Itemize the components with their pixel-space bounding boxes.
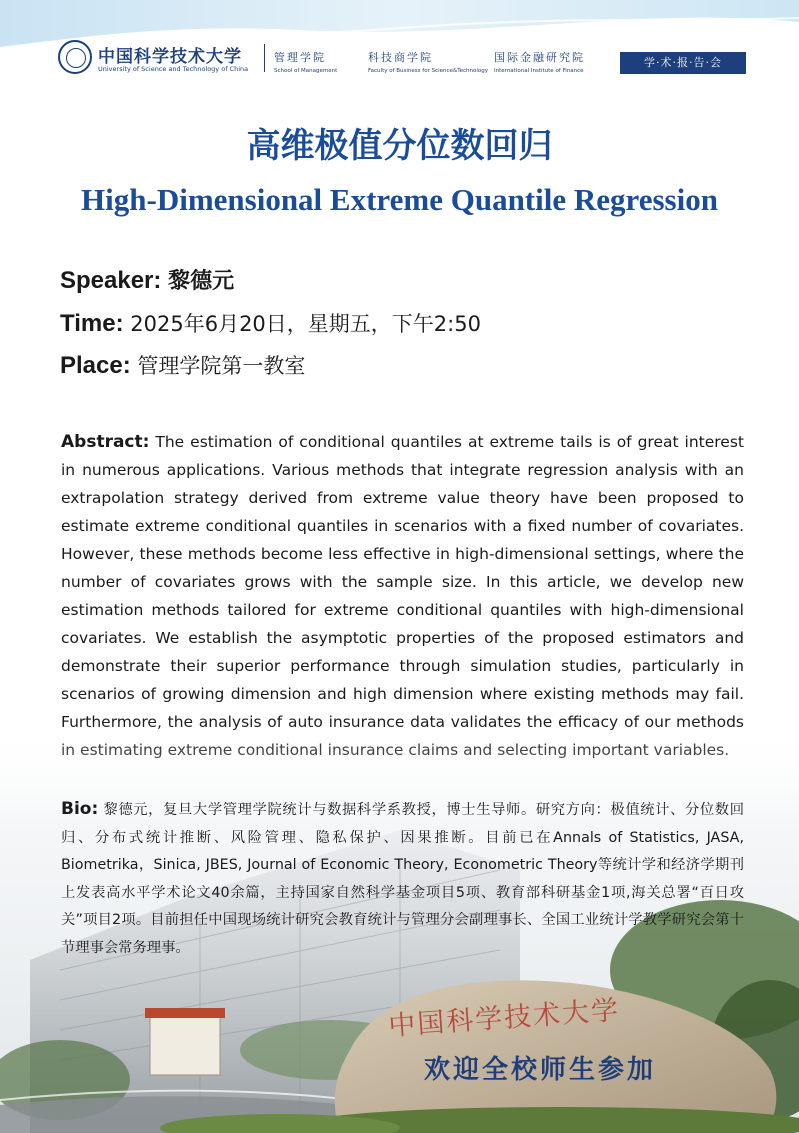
university-name-en: University of Science and Technology of China xyxy=(98,65,249,73)
speaker-line xyxy=(60,264,234,295)
speaker-name: 黎德元 xyxy=(168,269,235,294)
speaker-label: Speaker: xyxy=(60,267,162,294)
org-school-of-management xyxy=(274,49,337,74)
time-label: Time: xyxy=(60,310,124,337)
org-name-cn: 管理学院 xyxy=(274,51,326,64)
org-name-en: International Institute of Finance xyxy=(494,68,584,74)
place-line xyxy=(60,350,305,380)
abstract-paragraph xyxy=(61,428,744,764)
title-english: High-Dimensional Extreme Quantile Regression xyxy=(81,182,718,217)
bio-paragraph xyxy=(61,796,744,962)
bio-text: 黎德元，复旦大学管理学院统计与数据科学系教授，博士生导师。研究方向：极值统计、分位数回归、分布式统计推断、风险管理、隐私保护、因果推断。目前已在Annals of Statistics, JASA, Biometrika，Sinica, JBES, Journal of Economic Theory, Econometric Theory等统计学和经济学期刊上发表高水平学术论文40余篇，主持国家自然科学基金项目5项、教育部科研基金1项,海关总署“百日攻关”项目2项。目前担任中国现场统计研究会教育统计与管理分会副理事长、全国工业统计学教学研究会第十节理事会常务理事。 xyxy=(61,802,745,956)
time-line xyxy=(60,308,481,338)
org-name-cn: 国际金融研究院 xyxy=(494,51,585,64)
abstract-label: Abstract: xyxy=(61,432,150,452)
org-name-en: School of Management xyxy=(274,68,338,74)
org-international-finance xyxy=(494,49,585,74)
report-tag-badge: 学·术·报·告·会 xyxy=(620,52,746,74)
org-business-science-tech xyxy=(368,49,488,74)
welcome-message: 欢迎全校师生参加 xyxy=(424,1055,657,1085)
stone-inscription: 中国科学技术大学 xyxy=(387,994,622,1043)
university-name-cn: 中国科学技术大学 xyxy=(98,47,242,67)
abstract-text: The estimation of conditional quantiles at extreme tails is of great interest in numerous applications. Various methods that integrate regression analysis with an extrapolation strategy derived from extreme value theory have been proposed to estimate extreme conditional quantiles in scenarios with a fixed number of covariates. However, these methods become less effective in high-dimensional settings, where the number of covariates grows with the sample size. In this article, we develop new estimation methods tailored for extreme conditional quantiles with high-dimensional covariates. We establish the asymptotic properties of the proposed estimators and demonstrate their superior performance through simulation studies, particularly in scenarios of growing dimension and high dimension where existing methods may fail. xyxy=(61,433,744,703)
place-label: Place: xyxy=(60,352,131,379)
divider xyxy=(264,44,265,72)
bio-label: Bio: xyxy=(61,799,99,819)
org-name-en: Faculty of Business for Science&Technology xyxy=(368,68,489,74)
time-value: 2025年6月20日，星期五，下午2:50 xyxy=(130,312,481,336)
org-name-cn: 科技商学院 xyxy=(368,51,433,64)
title-chinese: 高维极值分位数回归 xyxy=(246,126,553,166)
place-value: 管理学院第一教室 xyxy=(137,354,306,378)
header-logos xyxy=(58,38,748,80)
ustc-seal-icon xyxy=(58,40,92,74)
